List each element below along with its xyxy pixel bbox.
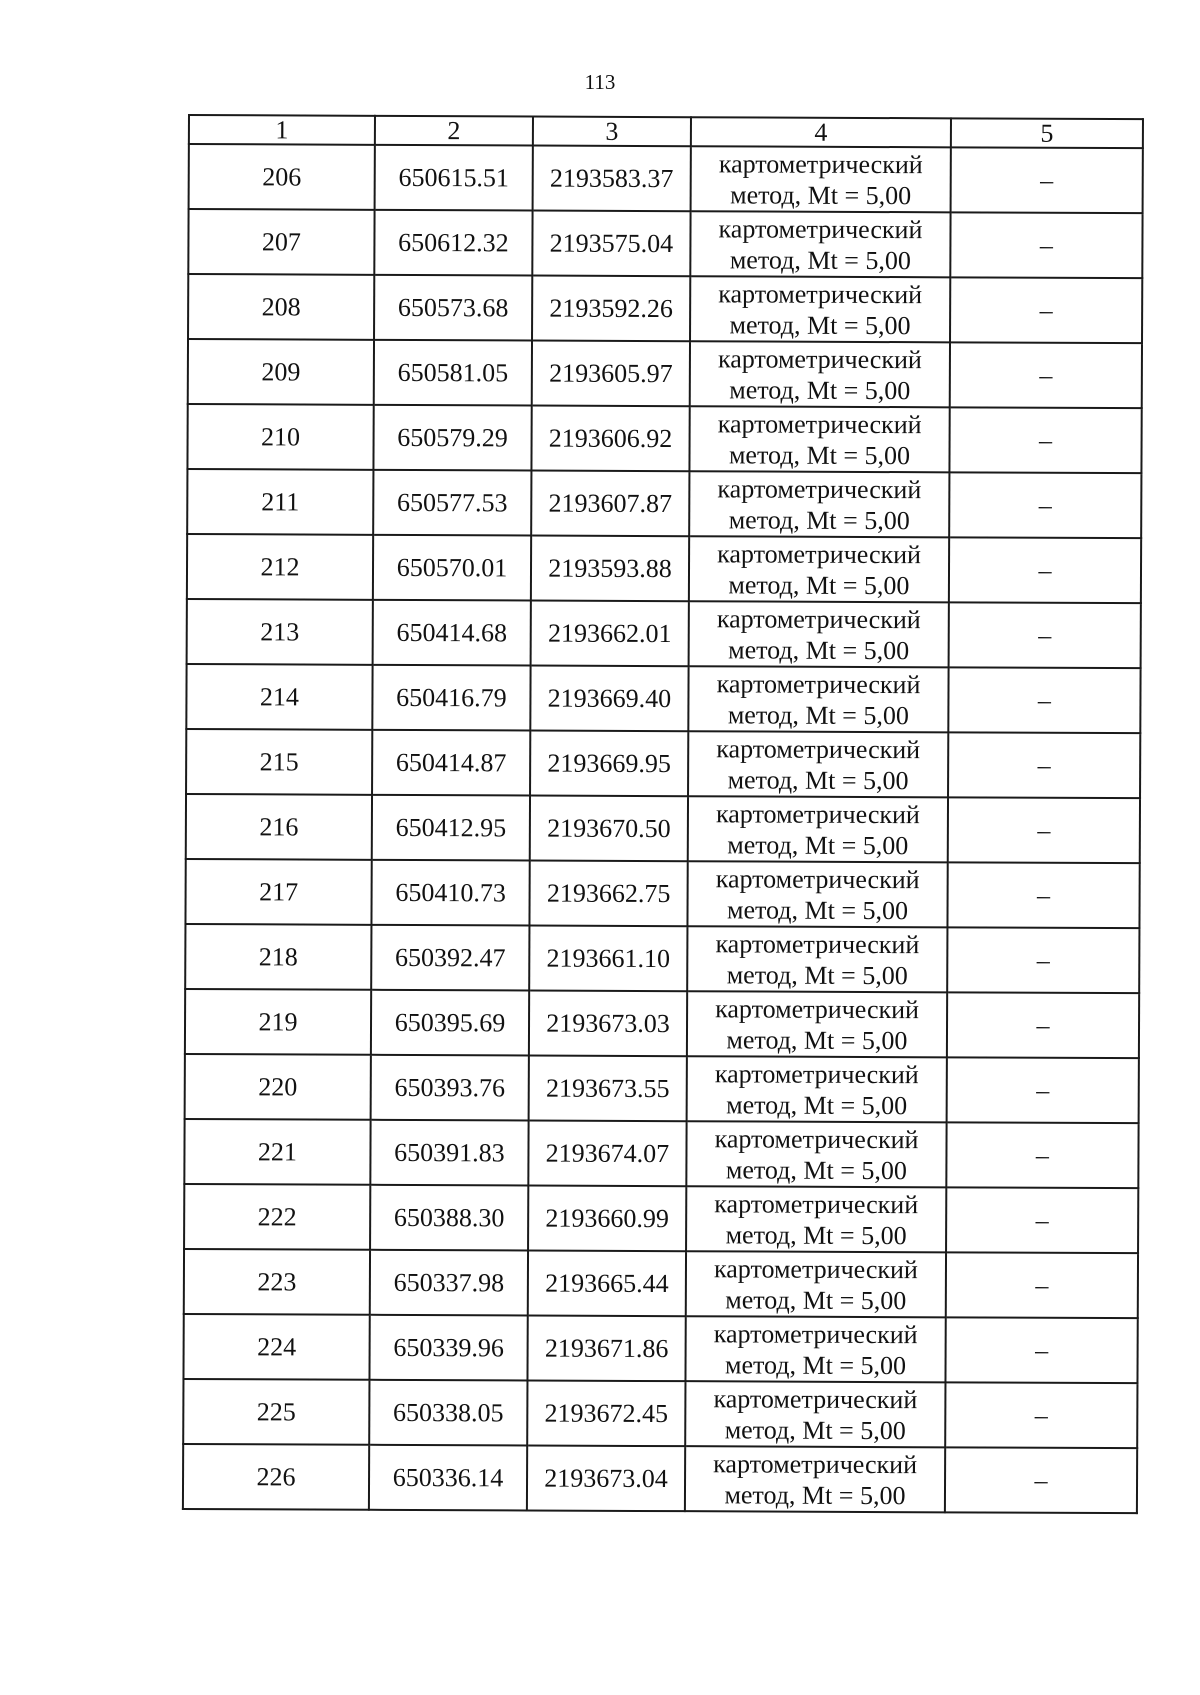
note-cell: – — [949, 472, 1141, 538]
method-line-2: метод, Mt = 5,00 — [726, 1089, 908, 1120]
x-coordinate-cell: 650392.47 — [371, 925, 529, 991]
y-coordinate-cell: 2193662.01 — [531, 601, 689, 667]
method-line-2: метод, Mt = 5,00 — [730, 179, 912, 210]
table-row — [187, 534, 1141, 603]
method-cell — [689, 406, 949, 472]
note-cell: – — [945, 1447, 1137, 1513]
table-row — [184, 1184, 1138, 1253]
method-line-2: метод, Mt = 5,00 — [728, 634, 910, 665]
page-number: 113 — [584, 70, 616, 94]
y-coordinate-cell: 2193670.50 — [530, 795, 688, 861]
method-line-2: метод, Mt = 5,00 — [729, 309, 911, 340]
y-coordinate-cell: 2193606.92 — [531, 406, 689, 472]
point-number-cell: 212 — [187, 534, 373, 600]
y-coordinate-cell: 2193669.95 — [530, 730, 688, 796]
table-body — [183, 144, 1143, 1513]
note-cell: – — [950, 212, 1142, 278]
x-coordinate-cell: 650581.05 — [374, 340, 532, 406]
method-cell — [687, 991, 947, 1057]
note-cell: – — [947, 992, 1139, 1058]
method-line-1: картометрический — [713, 1253, 918, 1284]
point-number-cell: 225 — [183, 1379, 369, 1445]
point-number-cell: 206 — [189, 144, 375, 210]
y-coordinate-cell: 2193662.75 — [529, 860, 687, 926]
table-row — [184, 1249, 1138, 1318]
method-line-1: картометрический — [713, 1318, 918, 1349]
method-cell — [688, 731, 948, 797]
y-coordinate-cell: 2193605.97 — [532, 341, 690, 407]
x-coordinate-cell: 650337.98 — [370, 1250, 528, 1316]
y-coordinate-cell: 2193672.45 — [527, 1380, 685, 1446]
y-coordinate-cell: 2193661.10 — [529, 925, 687, 991]
method-line-2: метод, Mt = 5,00 — [729, 244, 911, 275]
method-line-2: метод, Mt = 5,00 — [725, 1154, 907, 1185]
y-coordinate-cell: 2193607.87 — [531, 471, 689, 537]
coordinates-table — [182, 114, 1144, 1514]
method-cell — [688, 666, 948, 732]
note-cell: – — [949, 537, 1141, 603]
table-row — [187, 469, 1141, 538]
method-line-1: картометрический — [715, 928, 920, 959]
method-line-2: метод, Mt = 5,00 — [728, 504, 910, 535]
y-coordinate-cell: 2193660.99 — [528, 1185, 686, 1251]
method-cell — [687, 861, 947, 927]
point-number-cell: 211 — [187, 469, 373, 535]
table-row — [185, 989, 1139, 1058]
note-cell: – — [951, 147, 1143, 213]
y-coordinate-cell: 2193674.07 — [528, 1120, 686, 1186]
y-coordinate-cell: 2193673.55 — [529, 1055, 687, 1121]
column-header-3: 3 — [533, 117, 691, 147]
method-line-1: картометрический — [713, 1448, 918, 1479]
y-coordinate-cell: 2193671.86 — [527, 1315, 685, 1381]
point-number-cell: 209 — [188, 339, 374, 405]
point-number-cell: 207 — [188, 209, 374, 275]
note-cell: – — [950, 277, 1142, 343]
table-row — [185, 924, 1139, 993]
note-cell: – — [946, 1122, 1138, 1188]
y-coordinate-cell: 2193583.37 — [533, 146, 691, 212]
note-cell: – — [946, 1187, 1138, 1253]
table-row — [185, 859, 1139, 928]
method-line-2: метод, Mt = 5,00 — [725, 1284, 907, 1315]
table-row — [183, 1444, 1137, 1513]
y-coordinate-cell: 2193673.03 — [529, 990, 687, 1056]
method-line-1: картометрический — [716, 733, 921, 764]
column-header-1: 1 — [189, 115, 375, 145]
table-row — [186, 664, 1140, 733]
method-line-1: картометрический — [717, 473, 922, 504]
table-row — [183, 1379, 1137, 1448]
method-line-1: картометрический — [715, 863, 920, 894]
method-line-1: картометрический — [717, 343, 922, 374]
x-coordinate-cell: 650388.30 — [370, 1185, 528, 1251]
method-cell — [686, 1186, 946, 1252]
point-number-cell: 221 — [184, 1119, 370, 1185]
note-cell: – — [947, 927, 1139, 993]
note-cell: – — [945, 1382, 1137, 1448]
method-line-2: метод, Mt = 5,00 — [725, 1219, 907, 1250]
note-cell: – — [946, 1252, 1138, 1318]
point-number-cell: 213 — [187, 599, 373, 665]
method-cell — [685, 1446, 945, 1512]
x-coordinate-cell: 650414.68 — [373, 600, 531, 666]
method-line-1: картометрический — [713, 1383, 918, 1414]
method-line-1: картометрический — [717, 538, 922, 569]
y-coordinate-cell: 2193673.04 — [527, 1445, 685, 1511]
x-coordinate-cell: 650414.87 — [372, 730, 530, 796]
y-coordinate-cell: 2193575.04 — [532, 211, 690, 277]
y-coordinate-cell: 2193665.44 — [528, 1250, 686, 1316]
note-cell: – — [948, 732, 1140, 798]
table-row — [188, 339, 1142, 408]
x-coordinate-cell: 650412.95 — [372, 795, 530, 861]
point-number-cell: 220 — [185, 1054, 371, 1120]
method-line-2: метод, Mt = 5,00 — [726, 959, 908, 990]
method-line-2: метод, Mt = 5,00 — [727, 764, 909, 795]
point-number-cell: 217 — [185, 859, 371, 925]
table-row — [188, 274, 1142, 343]
method-line-1: картометрический — [718, 278, 923, 309]
note-cell: – — [948, 797, 1140, 863]
method-cell — [690, 211, 950, 277]
note-cell: – — [948, 667, 1140, 733]
method-line-1: картометрический — [715, 798, 920, 829]
method-line-1: картометрический — [718, 148, 923, 179]
x-coordinate-cell: 650395.69 — [371, 990, 529, 1056]
note-cell: – — [945, 1317, 1137, 1383]
table-row — [187, 599, 1141, 668]
method-cell — [686, 1121, 946, 1187]
point-number-cell: 208 — [188, 274, 374, 340]
method-line-2: метод, Mt = 5,00 — [726, 894, 909, 925]
x-coordinate-cell: 650577.53 — [373, 470, 531, 536]
note-cell: – — [947, 862, 1139, 928]
method-line-1: картометрический — [714, 1188, 919, 1219]
method-line-2: метод, Mt = 5,00 — [728, 439, 911, 470]
method-cell — [689, 471, 949, 537]
table-row — [188, 209, 1142, 278]
point-number-cell: 224 — [183, 1314, 369, 1380]
method-line-1: картометрический — [718, 213, 923, 244]
y-coordinate-cell: 2193592.26 — [532, 276, 690, 342]
method-line-2: метод, Mt = 5,00 — [727, 699, 909, 730]
x-coordinate-cell: 650579.29 — [373, 405, 531, 471]
table-row — [185, 1054, 1139, 1123]
x-coordinate-cell: 650393.76 — [371, 1055, 529, 1121]
point-number-cell: 226 — [183, 1444, 369, 1510]
method-cell — [690, 341, 950, 407]
point-number-cell: 210 — [187, 404, 373, 470]
method-cell — [685, 1316, 945, 1382]
column-header-4: 4 — [691, 117, 951, 147]
table-row — [186, 729, 1140, 798]
table-row — [186, 794, 1140, 863]
method-line-2: метод, Mt = 5,00 — [729, 374, 911, 405]
method-cell — [686, 1251, 946, 1317]
y-coordinate-cell: 2193593.88 — [531, 536, 689, 602]
x-coordinate-cell: 650570.01 — [373, 535, 531, 601]
method-cell — [689, 601, 949, 667]
x-coordinate-cell: 650391.83 — [370, 1120, 528, 1186]
method-cell — [689, 536, 949, 602]
table-row — [183, 1314, 1137, 1383]
point-number-cell: 218 — [185, 924, 371, 990]
note-cell: – — [949, 407, 1141, 473]
point-number-cell: 215 — [186, 729, 372, 795]
x-coordinate-cell: 650416.79 — [372, 665, 530, 731]
table-header-row — [189, 115, 1143, 148]
method-line-1: картометрический — [716, 668, 921, 699]
note-cell: – — [947, 1057, 1139, 1123]
column-header-5: 5 — [951, 118, 1143, 148]
point-number-cell: 214 — [186, 664, 372, 730]
y-coordinate-cell: 2193669.40 — [530, 666, 688, 732]
method-line-1: картометрический — [714, 1058, 919, 1089]
x-coordinate-cell: 650339.96 — [369, 1315, 527, 1381]
note-cell: – — [950, 342, 1142, 408]
method-cell — [691, 146, 951, 212]
point-number-cell: 216 — [186, 794, 372, 860]
method-line-1: картометрический — [714, 1123, 919, 1154]
method-line-1: картометрический — [715, 993, 920, 1024]
point-number-cell: 222 — [184, 1184, 370, 1250]
method-line-2: метод, Mt = 5,00 — [728, 569, 910, 600]
table-row — [189, 144, 1143, 213]
x-coordinate-cell: 650338.05 — [369, 1380, 527, 1446]
method-cell — [690, 276, 950, 342]
method-line-1: картометрический — [716, 603, 921, 634]
table-row — [184, 1119, 1138, 1188]
method-line-2: метод, Mt = 5,00 — [724, 1349, 907, 1380]
note-cell: – — [949, 602, 1141, 668]
x-coordinate-cell: 650336.14 — [369, 1445, 527, 1511]
x-coordinate-cell: 650615.51 — [375, 145, 533, 211]
method-line-1: картометрический — [717, 408, 922, 439]
method-cell — [685, 1381, 945, 1447]
column-header-2: 2 — [375, 116, 533, 146]
method-line-2: метод, Mt = 5,00 — [727, 829, 909, 860]
x-coordinate-cell: 650573.68 — [374, 275, 532, 341]
point-number-cell: 219 — [185, 989, 371, 1055]
x-coordinate-cell: 650410.73 — [371, 860, 529, 926]
method-line-2: метод, Mt = 5,00 — [724, 1414, 906, 1445]
method-line-2: метод, Mt = 5,00 — [724, 1479, 906, 1510]
method-cell — [687, 1056, 947, 1122]
point-number-cell: 223 — [184, 1249, 370, 1315]
method-cell — [687, 926, 947, 992]
method-cell — [688, 796, 948, 862]
method-line-2: метод, Mt = 5,00 — [726, 1024, 908, 1055]
x-coordinate-cell: 650612.32 — [374, 210, 532, 276]
table-row — [187, 404, 1141, 473]
